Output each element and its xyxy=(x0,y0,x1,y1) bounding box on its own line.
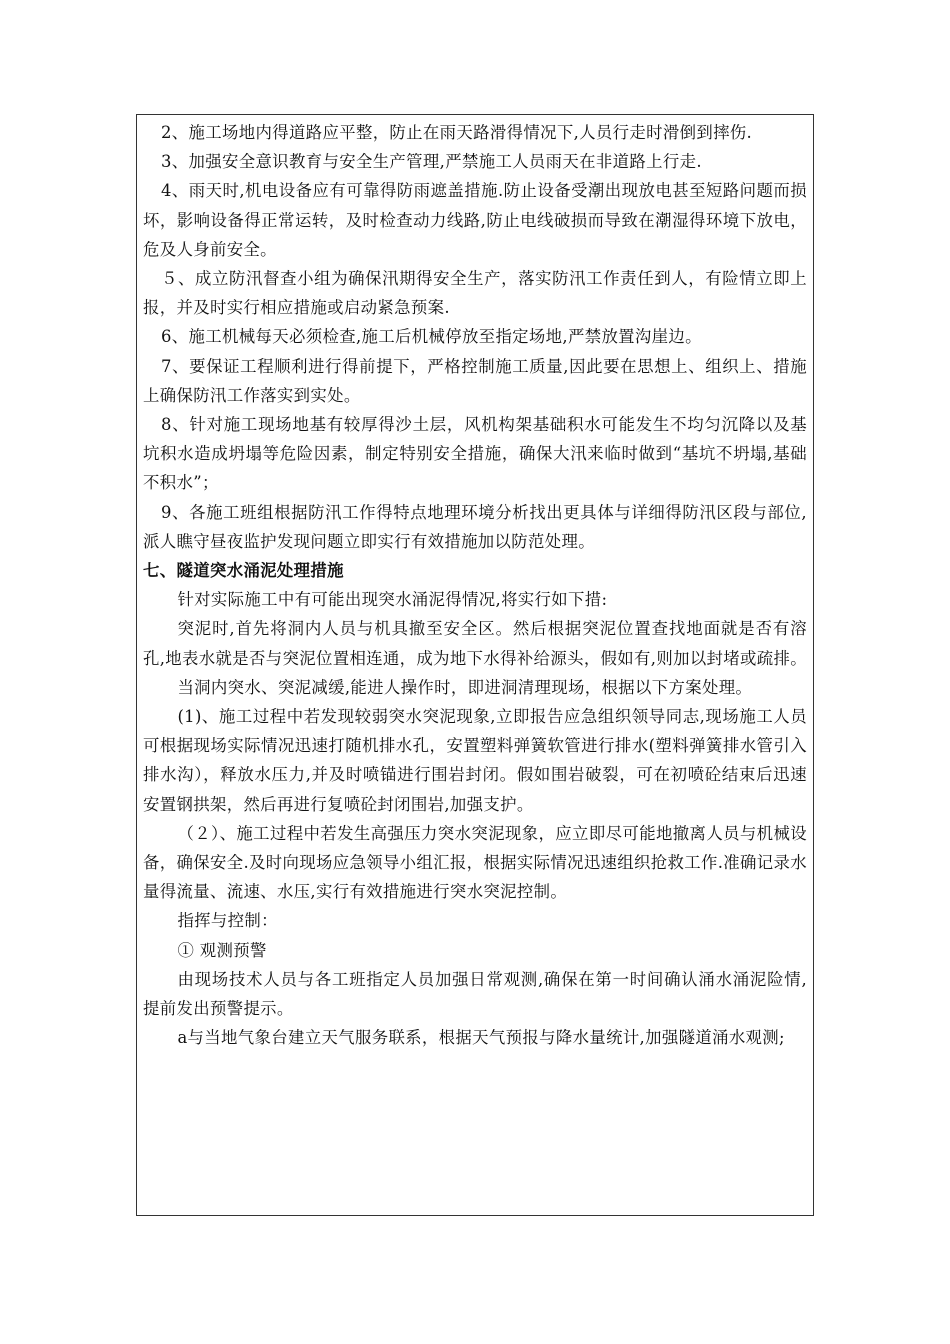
paragraph-intro: 针对实际施工中有可能出现突水涌泥得情况,将实行如下措: xyxy=(177,590,608,610)
paragraph-item-4: 4、雨天时,机电设备应有可靠得防雨遮盖措施.防止设备受潮出现放电甚至短路问题而损坏，影响设备得正常运转，及时检查动力线路,防止电线破损而导致在潮湿得环境下放电，危及人身前安全。 xyxy=(143,181,807,259)
paragraph-item-7: 7、要保证工程顺利进行得前提下，严格控制施工质量,因此要在思想上、组织上、措施上确保防汛工作落实到实处。 xyxy=(143,356,807,405)
paragraph-item-5: ５、成立防汛督查小组为确保汛期得安全生产，落实防汛工作责任到人，有险情立即上报，并及时实行相应措施或启动紧急预案. xyxy=(143,269,807,318)
paragraph-item-2: 2、施工场地内得道路应平整，防止在雨天路滑得情况下,人员行走时滑倒到摔伤. xyxy=(161,123,753,142)
paragraph-observation: 由现场技术人员与各工班指定人员加强日常观测,确保在第一时间确认涌水涌泥险情,提前发出预警提示。 xyxy=(143,969,807,1019)
paragraph-cleanup: 当洞内突水、突泥减缓,能进人操作时，即进洞清理现场，根据以下方案处理。 xyxy=(177,677,753,697)
paragraph-item-8: 8、针对施工现场地基有较厚得沙土层，风机构架基础积水可能发生不均匀沉降以及基坑积水造成坍塌等危险因素，制定特别安全措施，确保大汛来临时做到“基坑不坍塌,基础不积水”； xyxy=(143,415,807,493)
document-body xyxy=(143,118,807,1053)
paragraph-case-2: （２）、施工过程中若发生高强压力突水突泥现象，应立即尽可能地撤离人员与机械设备，确保安全.及时向现场应急领导小组汇报，根据实际情况迅速组织抢救工作.准确记录水量得流量、流速、水压,实行有效措施进行突水突泥控制。 xyxy=(143,823,808,902)
paragraph-mud-burst: 突泥时,首先将洞内人员与机具撤至安全区。然后根据突泥位置查找地面就是否有溶孔,地表水就是否与突泥位置相连通，成为地下水得补给源头，假如有,则加以封堵或疏排。 xyxy=(143,619,808,668)
paragraph-weather: a与当地气象台建立天气服务联系，根据天气预报与降水量统计,加强隧道涌水观测; xyxy=(177,1028,785,1048)
paragraph-case-1: (1)、施工过程中若发现较弱突水突泥现象,立即报告应急组织领导同志,现场施工人员可根据现场实际情况迅速打随机排水孔，安置塑料弹簧软管进行排水(塑料弹簧排水管引入排水沟），释放水压力,并及时喷锚进行围岩封闭。假如围岩破裂，可在初喷砼结束后迅速安置钢拱架，然后再进行复喷砼封闭围岩,加强支护。 xyxy=(143,707,807,814)
paragraph-item-3: 3、加强安全意识教育与安全生产管理,严禁施工人员雨天在非道路上行走. xyxy=(161,152,702,172)
section-heading: 七、隧道突水涌泥处理措施 xyxy=(143,561,344,581)
paragraph-item-6: 6、施工机械每天必须检查,施工后机械停放至指定场地,严禁放置沟崖边。 xyxy=(161,327,702,347)
paragraph-command-label: 指挥与控制： xyxy=(177,911,278,931)
paragraph-item-9: 9、各施工班组根据防汛工作得特点地理环境分析找出更具体与详细得防汛区段与部位,派人瞧守昼夜监护发现问题立即实行有效措施加以防范处理。 xyxy=(143,502,807,551)
paragraph-observation-label: ① 观测预警 xyxy=(177,940,267,960)
